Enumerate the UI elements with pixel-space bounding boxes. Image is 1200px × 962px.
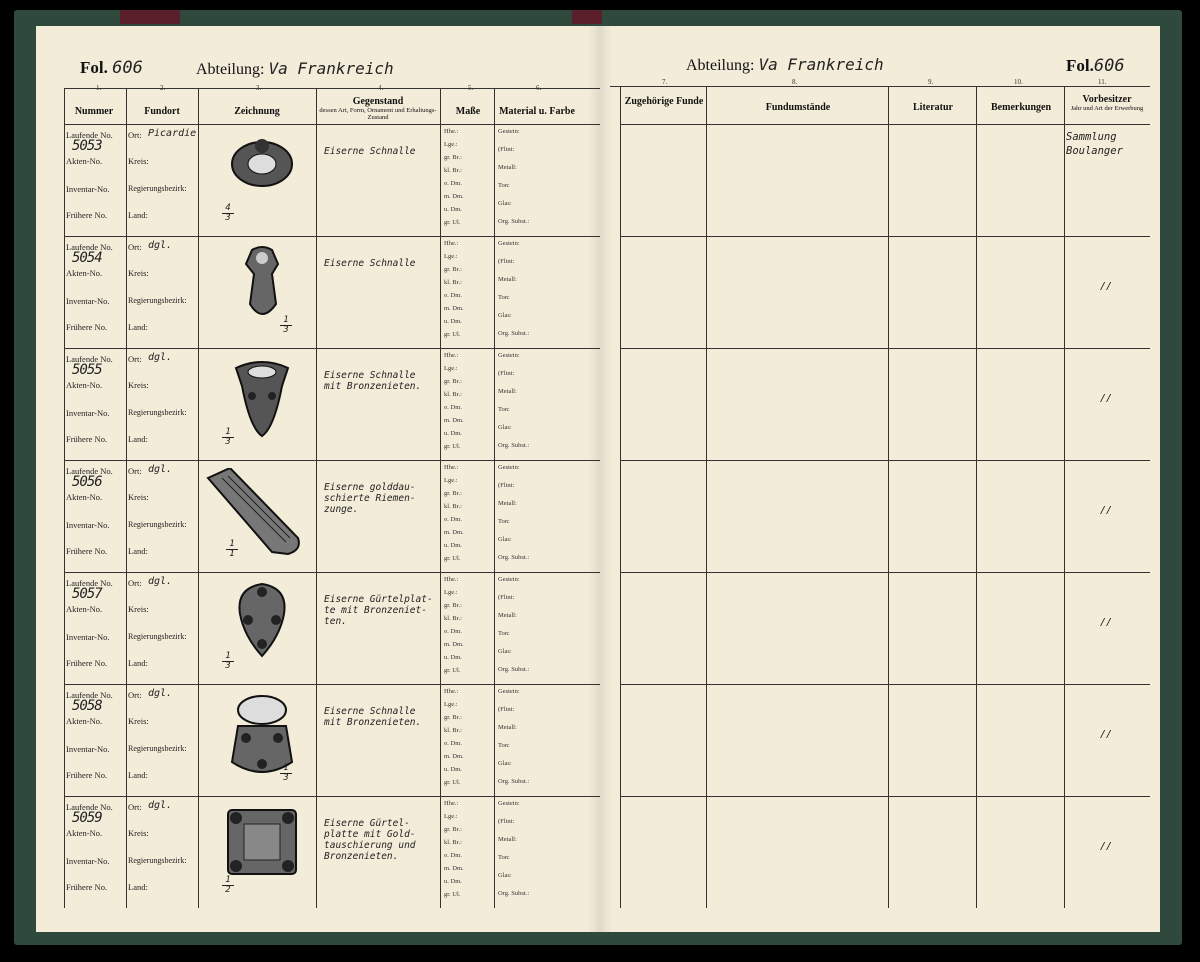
akten-label: Akten-No. [66,156,103,166]
material-label: Metall: [498,164,517,171]
regierung-label: Regierungsbezirk: [128,184,187,193]
masse-label: gr. Ul. [444,555,461,562]
masse-label: u. Dm. [444,542,462,549]
artifact-drawing [222,804,326,896]
masse-label: kl. Br.: [444,167,462,174]
ort-value: dgl. [148,240,173,251]
regierung-label: Regierungsbezirk: [128,856,187,865]
material-label: Org. Subst.: [498,890,530,897]
material-label: (Flint: [498,370,515,377]
masse-label: Hhe.: [444,128,459,135]
material-label: Ton: [498,742,510,749]
masse-label: gr. Ul. [444,219,461,226]
masse-label: o. Dm. [444,292,462,299]
fruehere-label: Frühere No. [66,658,108,668]
scale-numerator: 1 [280,316,292,326]
land-label: Land: [128,322,148,332]
land-label: Land: [128,770,148,780]
header-fundumstaende: Fundumstände [765,102,831,113]
masse-label: Hhe.: [444,800,459,807]
inventar-label: Inventar-No. [66,632,110,642]
right-col-rule [1064,86,1065,908]
drawing-scale [222,204,234,223]
kreis-label: Kreis: [128,492,149,502]
spine-tape [572,10,602,24]
right-row-rule [620,236,1150,237]
gegenstand-text: Eiserne Schnalle mit Bronzenieten. [324,706,422,728]
masse-label: u. Dm. [444,430,462,437]
gegenstand-text: Eiserne golddau- schierte Riemen- zunge. [324,482,416,515]
masse-label: gr. Br.: [444,602,462,609]
masse-label: gr. Ul. [444,891,461,898]
drawing-scale [280,764,292,783]
header-masse: Maße [455,106,481,117]
masse-label: o. Dm. [444,628,462,635]
material-label: Glas: [498,872,512,879]
material-label: Ton: [498,630,510,637]
masse-label: gr. Ul. [444,667,461,674]
land-label: Land: [128,882,148,892]
material-label: (Flint: [498,146,515,153]
right-row-rule [620,460,1150,461]
vorbesitzer-text: Sammlung Boulanger [1066,131,1123,157]
material-label: Glas: [498,200,512,207]
header-gegenstand: Gegenstand dessen Art, Form, Ornament und Erhaltungs-Zustand [319,96,437,121]
material-label: Org. Subst.: [498,778,530,785]
material-label: Ton: [498,854,510,861]
masse-label: Hhe.: [444,240,459,247]
artifact-drawing [222,356,326,448]
row-number: 5053 [72,138,102,154]
akten-label: Akten-No. [66,268,103,278]
right-row-rule [620,348,1150,349]
abteilung-value-left: Va Frankreich [268,59,394,78]
masse-label: u. Dm. [444,318,462,325]
scale-denominator: 3 [283,773,289,783]
scale-denominator: 3 [225,213,231,223]
drawing-scale [222,876,234,895]
masse-label: gr. Br.: [444,490,462,497]
drawing-scale [222,428,234,447]
material-label: Metall: [498,724,517,731]
vorbesitzer-text: // [1100,617,1113,628]
right-col-rule [888,86,889,908]
header-bemerkungen: Bemerkungen [991,102,1051,113]
scale-numerator: 1 [280,764,292,774]
regierung-label: Regierungsbezirk: [128,408,187,417]
laufende-label: Laufende No. [66,242,113,252]
masse-label: Lge.: [444,365,458,372]
gegenstand-text: Eiserne Schnalle [324,258,416,269]
left-row-rule [64,348,600,349]
ort-label: Ort: [128,130,142,140]
right-col-rule [706,86,707,908]
drawing-scale [222,652,234,671]
land-label: Land: [128,434,148,444]
masse-label: Lge.: [444,813,458,820]
ort-value: Picardie [148,128,197,139]
masse-label: m. Dm. [444,865,464,872]
ort-label: Ort: [128,354,142,364]
laufende-label: Laufende No. [66,466,113,476]
material-label: Glas: [498,424,512,431]
header-zugehoerige: Zugehörige Funde [624,96,704,107]
material-label: Gestein: [498,576,520,583]
ort-value: dgl. [148,800,173,811]
artifact-drawing [222,244,326,336]
left-col-rule [64,88,65,908]
ort-value: dgl. [148,464,173,475]
right-col-rule [620,86,621,908]
left-col-rule [440,88,441,908]
header-fundort: Fundort [144,106,180,117]
masse-label: gr. Ul. [444,443,461,450]
material-label: Metall: [498,276,517,283]
material-label: Glas: [498,312,512,319]
masse-label: u. Dm. [444,206,462,213]
scale-denominator: 3 [225,437,231,447]
material-label: Glas: [498,536,512,543]
masse-label: Hhe.: [444,464,459,471]
material-label: Gestein: [498,800,520,807]
drawing-scale [280,316,292,335]
fruehere-label: Frühere No. [66,882,108,892]
header-nummer: Nummer [74,106,114,117]
drawing-scale [226,540,238,559]
ort-label: Ort: [128,690,142,700]
laufende-label: Laufende No. [66,802,113,812]
material-label: (Flint: [498,594,515,601]
ort-label: Ort: [128,802,142,812]
vorbesitzer-text: // [1100,281,1113,292]
masse-label: m. Dm. [444,753,464,760]
vorbesitzer-text: // [1100,841,1113,852]
left-header-rule [64,124,600,125]
left-col-rule [494,88,495,908]
material-label: Metall: [498,388,517,395]
masse-label: kl. Br.: [444,503,462,510]
abteilung-right: Abteilung: Va Frankreich [686,55,884,74]
masse-label: m. Dm. [444,305,464,312]
row-number: 5059 [72,810,102,826]
material-label: (Flint: [498,258,515,265]
inventar-label: Inventar-No. [66,520,110,530]
material-label: Org. Subst.: [498,666,530,673]
kreis-label: Kreis: [128,156,149,166]
masse-label: kl. Br.: [444,279,462,286]
laufende-label: Laufende No. [66,578,113,588]
row-number: 5055 [72,362,102,378]
inventar-label: Inventar-No. [66,744,110,754]
land-label: Land: [128,658,148,668]
artifact-drawing [222,580,326,672]
masse-label: gr. Br.: [444,714,462,721]
artifact-drawing [202,468,306,560]
regierung-label: Regierungsbezirk: [128,520,187,529]
laufende-label: Laufende No. [66,130,113,140]
masse-label: Lge.: [444,701,458,708]
masse-label: Lge.: [444,589,458,596]
left-page: Fol. 606 Abteilung: Va Frankreich 1. 2. 3. 4. 5. 6. Nummer Fundort Zeichnung Gegenstand dessen Art, Form, Ornament und Erhaltungs-Zustand Maße Material u. Farbe Laufende No. 5053 Akten-No. Inventar-No. Frühere No. Ort: Picardie Kreis: Regierungsbezirk: Land: $\frac{4}{3}$ Eiserne Schnalle Hhe.: Lge.: gr. Br.: kl. Br.: o. Dm. m. Dm. u. Dm. gr. Ul. Gestein: (Flint: Metall: Ton: Glas: Org. Subst.: Laufende No. 5054 Akten-No. Inventar-No. Frühere No. Ort: dgl. Kreis: Regierungsbezirk: Land: $\frac{1}{3}$ Eiserne Schnalle Hhe.: Lge.: gr. Br.: kl. Br.: o. Dm. m. Dm. u. Dm. gr. Ul. Gestein: (Flint: Metall: Ton: Glas: Org. Subst.: Laufende No. 5055 Akten-No. Inventar-No. Frühere No. Ort: dgl. Kreis: Regierungsbezirk: Land: $\frac{1}{3}$ Eiserne Schnalle mit Bronzenieten. Hhe.: Lge.: gr. Br.: kl. Br.: o. Dm. m. Dm. u. Dm. gr. Ul. Gestein: (Flint: Metall: Ton: Glas: Org. Subst.: Laufende No. 5056 Akten-No. Inventar-No. Frühere No. Ort: dgl. Kreis: Regierungsbezirk: Land: $\frac{1}{1}$ Eiserne golddau- schierte Riemen- zunge. Hhe.: Lge.: gr. Br.: kl. Br.: o. Dm. m. Dm. u. Dm. gr. Ul. Gestein: (Flint: Metall: Ton: Glas: Org. Subst.: Laufende No. 5057 Akten-No. Inventar-No. Frühere No. Ort: dgl. Kreis: Regierungsbezirk: Land: $\frac{1}{3}$ Eiserne Gürtelplat- te mit Bronzeniet- ten. Hhe.: Lge.: gr. Br.: kl. Br.: o. Dm. m. Dm. u. Dm. gr. Ul. Gestein: (Flint: Metall: Ton: Glas: Org. Subst.: Laufende No. 5058 Akten-No. Inventar-No. Frühere No. Ort: dgl. Kreis: Regierungsbezirk: Land: $\frac{1}{3}$ Eiserne Schnalle mit Bronzenieten. Hhe.: Lge.: gr. Br.: kl. Br.: o. Dm. m. Dm. u. Dm. gr. Ul. Gestein: (Flint: Metall: Ton: Glas: Org. Subst.: Laufende No. 5059 Akten-No. Inventar-No. Frühere No. Ort: dgl. Kreis: Regierungsbezirk: Land: $\frac{1}{2}$ Eiserne Gürtel- platte mit Gold- tauschierung und Bronzenieten. Hhe.: Lge.: gr. Br.: kl. Br.: o. Dm. m. Dm. u. Dm. gr. Ul. Gestein: (Flint: Metall: Ton: Glas: Org. Subst.: [36,26,600,932]
masse-label: gr. Br.: [444,154,462,161]
material-label: Org. Subst.: [498,218,530,225]
gegenstand-text: Eiserne Schnalle mit Bronzenieten. [324,370,422,392]
cover-tape-left [120,10,180,24]
ort-value: dgl. [148,688,173,699]
masse-label: kl. Br.: [444,839,462,846]
scale-numerator: 1 [226,540,238,550]
masse-label: o. Dm. [444,516,462,523]
row-number: 5054 [72,250,102,266]
masse-label: gr. Ul. [444,331,461,338]
left-row-rule [64,684,600,685]
inventar-label: Inventar-No. [66,408,110,418]
row-number: 5056 [72,474,102,490]
kreis-label: Kreis: [128,716,149,726]
left-row-rule [64,236,600,237]
masse-label: o. Dm. [444,740,462,747]
ort-label: Ort: [128,242,142,252]
fruehere-label: Frühere No. [66,546,108,556]
fruehere-label: Frühere No. [66,210,108,220]
kreis-label: Kreis: [128,604,149,614]
material-label: (Flint: [498,706,515,713]
artifact-drawing [222,132,326,224]
material-label: Gestein: [498,352,520,359]
scale-denominator: 3 [283,325,289,335]
masse-label: gr. Br.: [444,826,462,833]
masse-label: Lge.: [444,141,458,148]
material-label: Org. Subst.: [498,554,530,561]
ort-value: dgl. [148,352,173,363]
right-col-rule [976,86,977,908]
right-header-rule [620,124,1150,125]
akten-label: Akten-No. [66,716,103,726]
material-label: Glas: [498,760,512,767]
masse-label: o. Dm. [444,852,462,859]
material-label: Gestein: [498,688,520,695]
scale-numerator: 1 [222,652,234,662]
right-row-rule [620,684,1150,685]
scale-denominator: 3 [225,661,231,671]
gegenstand-text: Eiserne Gürtelplat- te mit Bronzeniet- ten. [324,594,433,627]
material-label: Metall: [498,836,517,843]
laufende-label: Laufende No. [66,354,113,364]
header-material: Material u. Farbe [499,106,575,117]
right-row-rule [620,572,1150,573]
masse-label: gr. Br.: [444,378,462,385]
material-label: (Flint: [498,818,515,825]
land-label: Land: [128,546,148,556]
left-col-rule [126,88,127,908]
akten-label: Akten-No. [66,380,103,390]
gegenstand-text: Eiserne Schnalle [324,146,416,157]
vorbesitzer-text: // [1100,729,1113,740]
row-number: 5057 [72,586,102,602]
left-row-rule [64,796,600,797]
left-row-rule [64,460,600,461]
masse-label: Lge.: [444,253,458,260]
laufende-label: Laufende No. [66,690,113,700]
material-label: Ton: [498,182,510,189]
material-label: Ton: [498,518,510,525]
masse-label: m. Dm. [444,641,464,648]
right-page: Abteilung: Va Frankreich Fol.606 7. 8. 9. 10. 11. Zugehörige Funde Fundumstände Literatur Bemerkungen Vorbesitzer Jahr und Art der Erwerbung Sammlung Boulanger // // // // // // [600,26,1160,932]
ort-value: dgl. [148,576,173,587]
material-label: Gestein: [498,464,520,471]
header-literatur: Literatur [913,102,953,113]
left-col-rule [198,88,199,908]
header-vorbesitzer: Vorbesitzer Jahr und Art der Erwerbung [1070,94,1144,112]
masse-label: kl. Br.: [444,391,462,398]
vorbesitzer-text: // [1100,505,1113,516]
material-label: Ton: [498,294,510,301]
masse-label: o. Dm. [444,180,462,187]
masse-label: gr. Br.: [444,266,462,273]
fruehere-label: Frühere No. [66,770,108,780]
gegenstand-text: Eiserne Gürtel- platte mit Gold- tauschierung und Bronzenieten. [324,818,416,862]
masse-label: u. Dm. [444,654,462,661]
regierung-label: Regierungsbezirk: [128,632,187,641]
material-label: (Flint: [498,482,515,489]
inventar-label: Inventar-No. [66,184,110,194]
scale-denominator: 1 [229,549,235,559]
masse-label: m. Dm. [444,193,464,200]
material-label: Metall: [498,500,517,507]
material-label: Gestein: [498,240,520,247]
masse-label: m. Dm. [444,417,464,424]
header-zeichnung: Zeichnung [234,106,280,117]
kreis-label: Kreis: [128,380,149,390]
masse-label: kl. Br.: [444,615,462,622]
material-label: Org. Subst.: [498,330,530,337]
inventar-label: Inventar-No. [66,856,110,866]
land-label: Land: [128,210,148,220]
right-row-rule [620,796,1150,797]
masse-label: u. Dm. [444,878,462,885]
masse-label: Hhe.: [444,576,459,583]
ort-label: Ort: [128,466,142,476]
akten-label: Akten-No. [66,604,103,614]
scale-numerator: 1 [222,876,234,886]
masse-label: Lge.: [444,477,458,484]
abteilung-left: Abteilung: Va Frankreich [196,59,394,78]
akten-label: Akten-No. [66,828,103,838]
kreis-label: Kreis: [128,828,149,838]
vorbesitzer-text: // [1100,393,1113,404]
material-label: Org. Subst.: [498,442,530,449]
scale-numerator: 1 [222,428,234,438]
masse-label: kl. Br.: [444,727,462,734]
masse-label: m. Dm. [444,529,464,536]
masse-label: u. Dm. [444,766,462,773]
material-label: Metall: [498,612,517,619]
kreis-label: Kreis: [128,268,149,278]
scale-numerator: 4 [222,204,234,214]
material-label: Ton: [498,406,510,413]
left-row-rule [64,572,600,573]
row-number: 5058 [72,698,102,714]
masse-label: Hhe.: [444,352,459,359]
fruehere-label: Frühere No. [66,434,108,444]
scale-denominator: 2 [225,885,231,895]
artifact-drawing [222,692,326,784]
material-label: Gestein: [498,128,520,135]
fruehere-label: Frühere No. [66,322,108,332]
inventar-label: Inventar-No. [66,296,110,306]
material-label: Glas: [498,648,512,655]
akten-label: Akten-No. [66,492,103,502]
masse-label: gr. Ul. [444,779,461,786]
abteilung-value-right: Va Frankreich [758,55,884,74]
regierung-label: Regierungsbezirk: [128,744,187,753]
fol-label-left: Fol. 606 [80,58,143,78]
masse-label: Hhe.: [444,688,459,695]
fol-label-right: Fol.606 [1066,56,1125,76]
regierung-label: Regierungsbezirk: [128,296,187,305]
book-gutter [588,26,612,932]
ort-label: Ort: [128,578,142,588]
masse-label: o. Dm. [444,404,462,411]
